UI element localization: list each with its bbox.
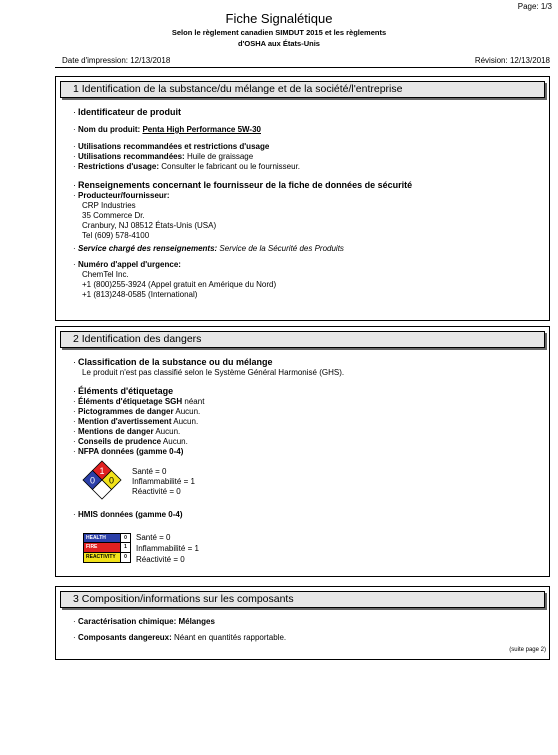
- supplier-heading: · Renseignements concernant le fournisseur de la fiche de données de sécurité: [78, 180, 412, 190]
- hmis-row-value: 1: [120, 543, 130, 552]
- section-1: [55, 76, 550, 321]
- revision-date: Révision: 12/13/2018: [474, 56, 550, 65]
- info-service: · Service chargé des renseignements: Service de la Sécurité des Produits: [78, 244, 344, 254]
- emergency-line: ChemTel Inc.: [82, 270, 129, 279]
- nfpa-reactivity-value: 0: [108, 475, 115, 486]
- address-line: Tel (609) 578-4100: [82, 231, 150, 240]
- section-2-heading: 2 Identification des dangers: [60, 331, 545, 348]
- section-3-heading: 3 Composition/informations sur les composants: [60, 591, 545, 608]
- producer-label: · Producteur/fournisseur:: [78, 191, 170, 201]
- hmis-row-label: HEALTH: [86, 535, 106, 541]
- precautionary-statements: · Conseils de prudence Aucun.: [78, 437, 188, 447]
- section-2: [55, 326, 550, 577]
- hmis-table: [83, 533, 131, 563]
- hazardous-components: · Composants dangereux: Néant en quantités rapportable.: [78, 633, 286, 643]
- emergency-label: · Numéro d'appel d'urgence:: [78, 260, 181, 270]
- header-divider: [55, 67, 550, 68]
- hmis-line: Inflammabilité = 1: [136, 544, 199, 553]
- document-subtitle-2: d'OSHA aux États-Unis: [238, 39, 320, 48]
- classification-text: Le produit n'est pas classifié selon le Système Général Harmonisé (GHS).: [82, 368, 345, 377]
- document-subtitle: Selon le règlement canadien SIMDUT 2015 et les règlements: [171, 28, 387, 37]
- hmis-row-value: 0: [120, 534, 130, 542]
- section-1-heading: 1 Identification de la substance/du mélange et de la société/l'entreprise: [60, 81, 545, 98]
- section-3: [55, 586, 550, 660]
- uses-heading: · Utilisations recommandées et restrictions d'usage: [78, 142, 269, 152]
- label-elements-heading: · Éléments d'étiquetage: [78, 386, 173, 396]
- hmis-line: Santé = 0: [136, 533, 171, 542]
- hmis-row-label: REACTIVITY: [86, 554, 116, 560]
- nfpa-line: Inflammabilité = 1: [132, 477, 195, 486]
- date-row: [62, 56, 550, 65]
- hmis-row-label: FIRE: [86, 544, 98, 550]
- emergency-line: +1 (800)255-3924 (Appel gratuit en Amérique du Nord): [82, 280, 277, 289]
- nfpa-line: Santé = 0: [132, 467, 167, 476]
- hmis-line: Réactivité = 0: [136, 555, 185, 564]
- product-name: · Nom du produit: Penta High Performance 5W-30: [78, 125, 261, 135]
- nfpa-health-value: 0: [89, 475, 96, 486]
- address-line: Cranbury, NJ 08512 États-Unis (USA): [82, 221, 217, 230]
- nfpa-fire-value: 1: [99, 466, 105, 476]
- chemical-characterization: · Caractérisation chimique: Mélanges: [78, 617, 215, 627]
- classification-heading: · Classification de la substance ou du mélange: [78, 357, 273, 367]
- nfpa-diamond-icon: [82, 460, 122, 500]
- product-identifier-heading: · Identificateur de produit: [78, 107, 181, 117]
- emergency-line: +1 (813)248-0585 (International): [82, 290, 198, 299]
- document-title: Fiche Signalétique: [225, 11, 333, 26]
- nfpa-heading: · NFPA données (gamme 0-4): [78, 447, 183, 457]
- hmis-row: [83, 543, 131, 553]
- continued-note: (suite page 2): [509, 647, 546, 653]
- nfpa-line: Réactivité = 0: [132, 487, 181, 496]
- hmis-row: [83, 533, 131, 543]
- sgh-elements: · Éléments d'étiquetage SGH néant: [78, 397, 204, 407]
- hmis-heading: · HMIS données (gamme 0-4): [78, 510, 182, 520]
- address-line: 35 Commerce Dr.: [82, 211, 145, 220]
- signal-word: · Mention d'avertissement Aucun.: [78, 417, 198, 427]
- address-line: CRP Industries: [82, 201, 136, 210]
- print-date: Date d'impression: 12/13/2018: [62, 56, 171, 65]
- pictograms: · Pictogrammes de danger Aucun.: [78, 407, 200, 417]
- hmis-row-value: 0: [120, 553, 130, 562]
- hazard-statements: · Mentions de danger Aucun.: [78, 427, 180, 437]
- use-restrictions: · Restrictions d'usage: Consulter le fabricant ou le fournisseur.: [78, 162, 300, 172]
- recommended-uses: · Utilisations recommandées: Huile de graissage: [78, 152, 253, 162]
- page-number: Page: 1/3: [517, 2, 552, 11]
- hmis-row: [83, 553, 131, 563]
